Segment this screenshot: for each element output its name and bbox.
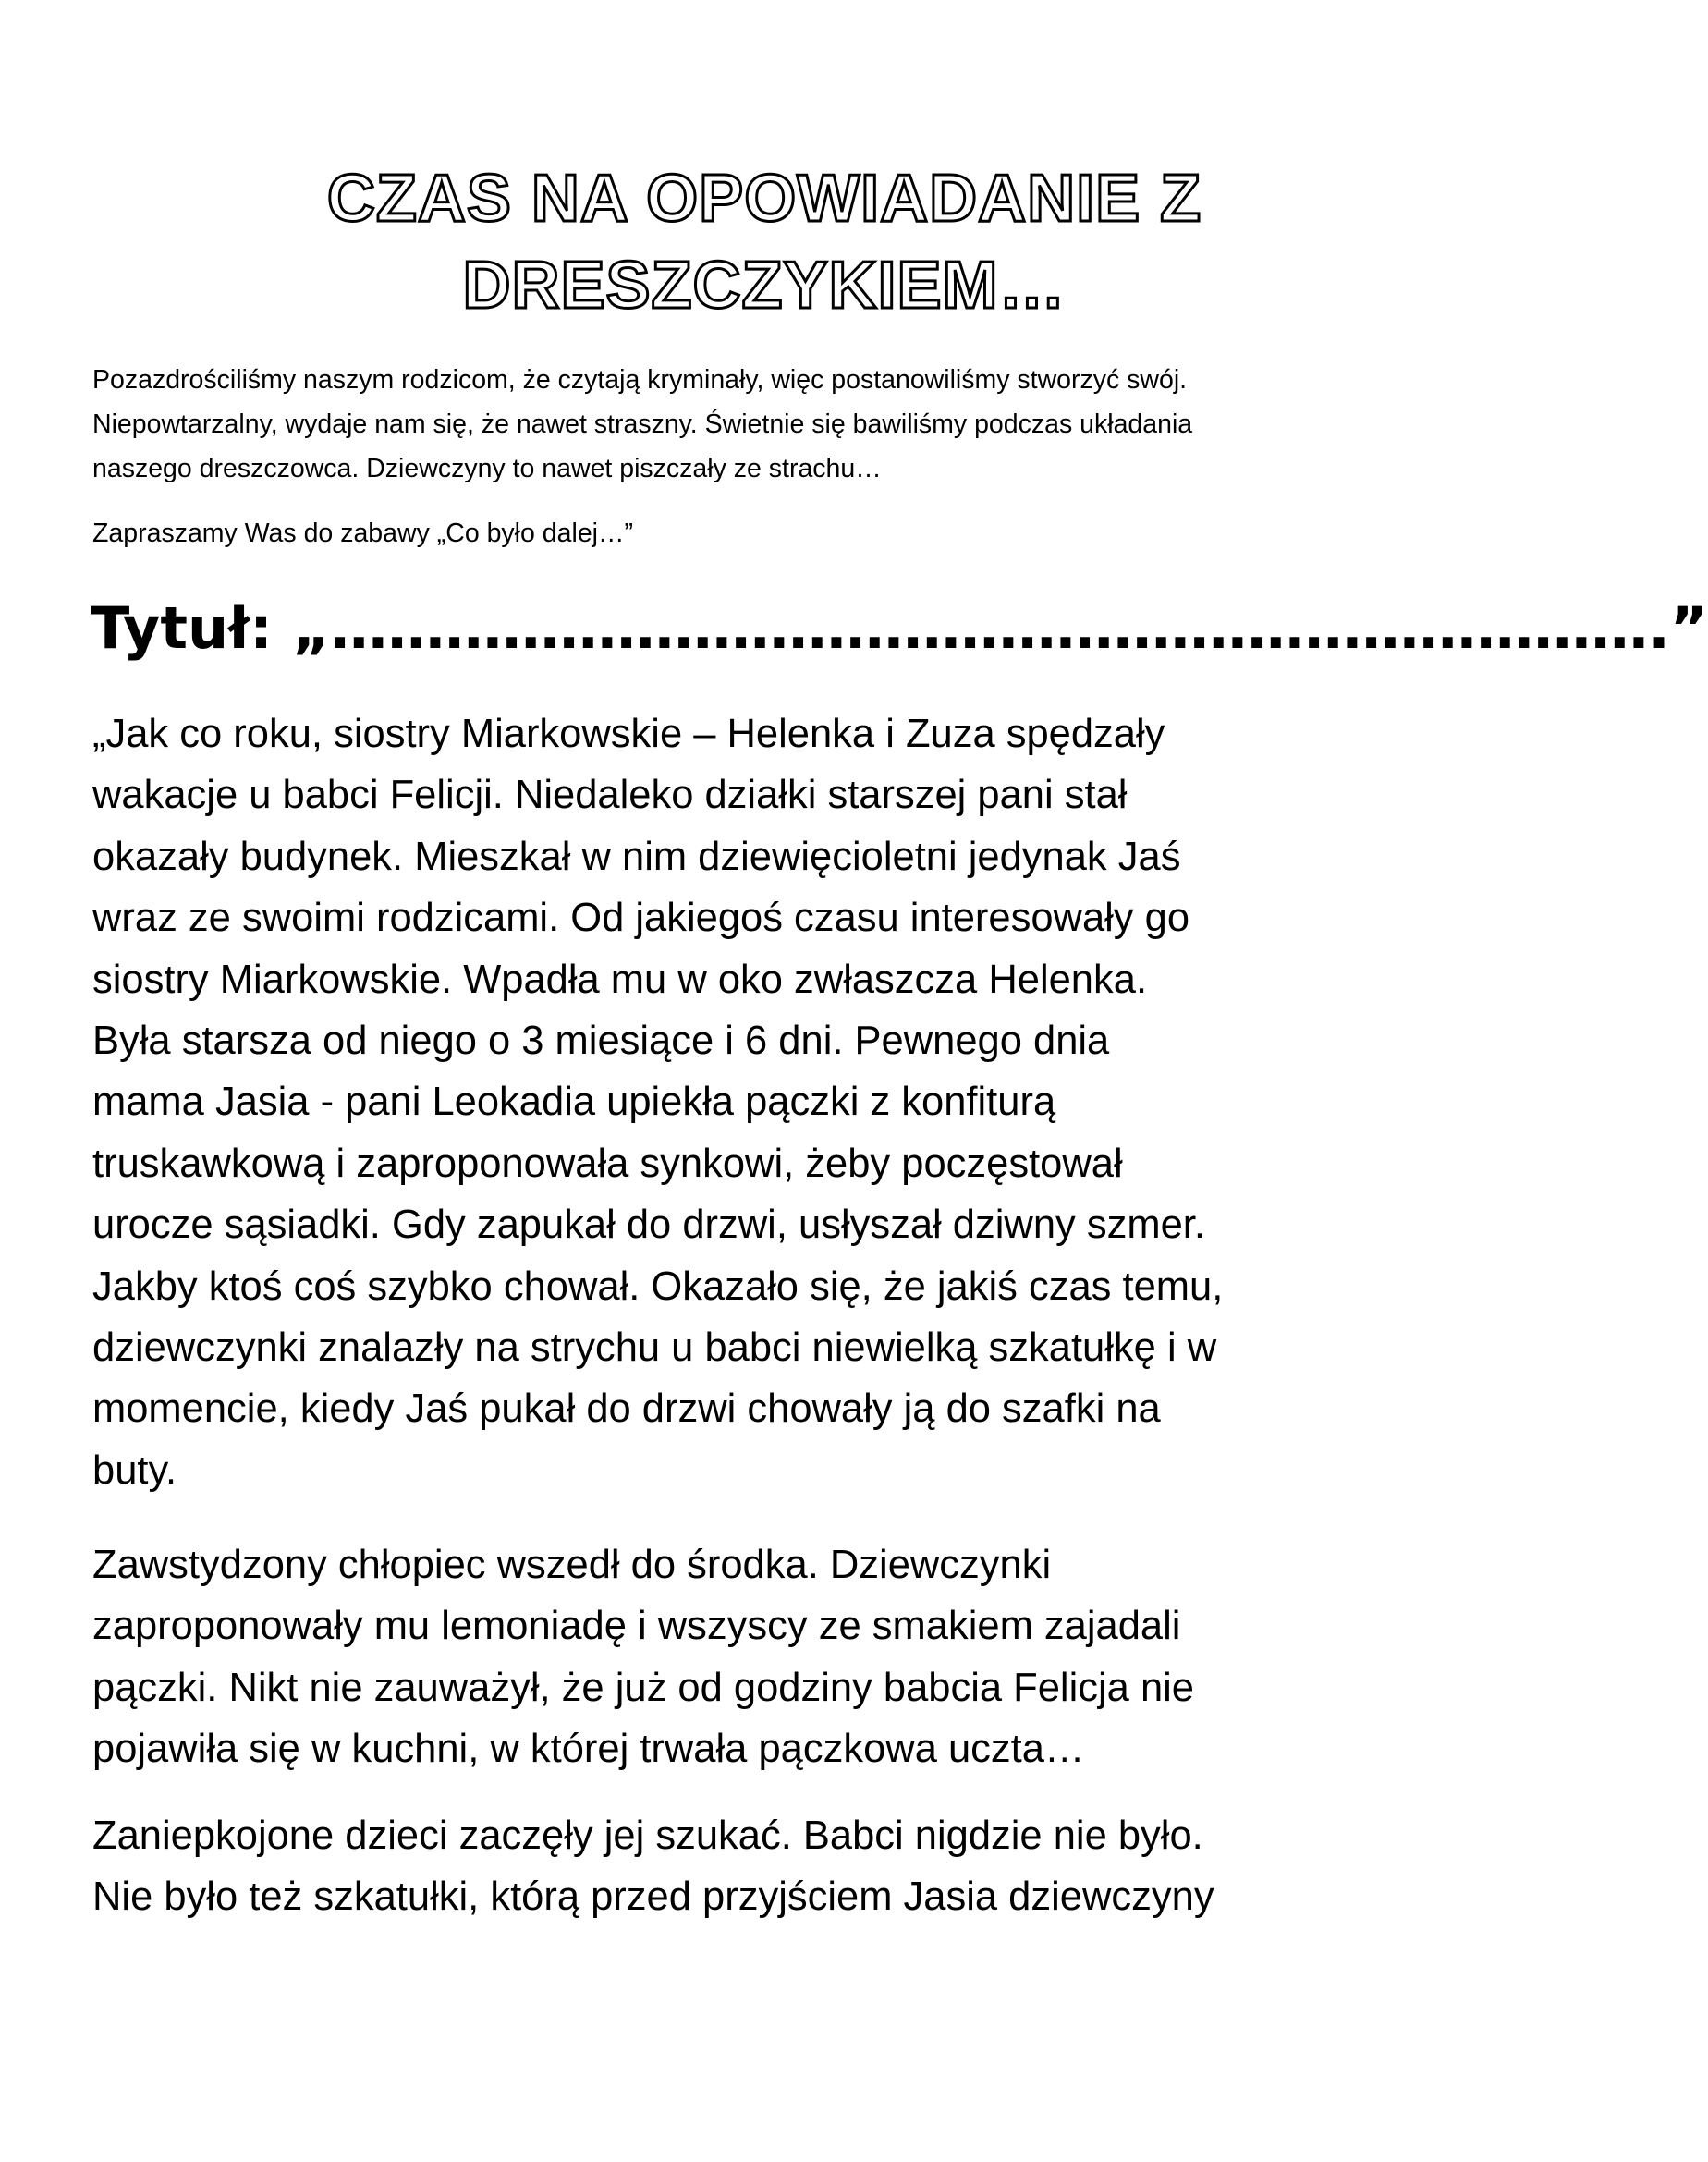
story-line: Jakby ktoś coś szybko chował. Okazało się, że jakiś czas temu, <box>92 1264 1224 1309</box>
story-title: Tytuł: „…………………………………………………………….” <box>91 594 1708 662</box>
page-title-line-2: DRESZCZYKIEM… <box>462 249 1067 323</box>
intro-line: Pozazdrościliśmy naszym rodzicom, że czytają kryminały, więc postanowiliśmy stworzyć swój. <box>92 365 1188 395</box>
story-line: mama Jasia - pani Leokadia upiekła pączki z konfiturą <box>92 1080 1056 1125</box>
intro-line: naszego dreszczowca. Dziewczyny to nawet piszczały ze strachu… <box>92 454 882 483</box>
intro-line: Niepowtarzalny, wydaje nam się, że nawet straszny. Świetnie się bawiliśmy podczas układania <box>92 409 1193 439</box>
intro-paragraph <box>92 358 1442 491</box>
story-paragraph-1 <box>92 703 1451 1501</box>
story-line: pojawiła się w kuchni, w której trwała pączkowa uczta… <box>92 1727 1085 1772</box>
story-line: Nie było też szkatułki, którą przed przyjściem Jasia dziewczyny <box>92 1875 1214 1920</box>
story-line: siostry Miarkowskie. Wpadła mu w oko zwłaszcza Helenka. <box>92 957 1148 1002</box>
story-line: buty. <box>92 1447 177 1493</box>
story-line: truskawkową i zaproponowała synkowi, żeby poczęstował <box>92 1141 1123 1186</box>
story-line: Zaniepkojone dzieci zaczęły jej szukać. Babci nigdzie nie było. <box>92 1814 1203 1858</box>
story-line: Była starsza od niego o 3 miesiące i 6 dni. Pewnego dnia <box>92 1019 1110 1064</box>
story-line: urocze sąsiadki. Gdy zapukał do drzwi, usłyszał dziwny szmer. <box>92 1203 1205 1248</box>
story-line: Zawstydzony chłopiec wszedł do środka. Dziewczynki <box>92 1543 1052 1587</box>
story-line: wakacje u babci Felicji. Niedaleko działki starszej pani stał <box>92 773 1128 818</box>
story-line: „Jak co roku, siostry Miarkowskie – Helenka i Zuza spędzały <box>92 712 1165 756</box>
invitation-text: Zapraszamy Was do zabawy „Co było dalej…” <box>92 519 633 548</box>
story-line: wraz ze swoimi rodzicami. Od jakiegoś czasu interesowały go <box>92 896 1190 941</box>
story-line: okazały budynek. Mieszkał w nim dziewięcioletni jedynak Jaś <box>92 834 1181 879</box>
story-paragraph-3 <box>92 1805 1451 1928</box>
story-line: momencie, kiedy Jaś pukał do drzwi chowały ją do szafki na <box>92 1386 1161 1432</box>
story-line: pączki. Nikt nie zauważył, że już od godziny babcia Felicja nie <box>92 1665 1195 1710</box>
story-paragraph-2 <box>92 1534 1451 1780</box>
story-line: zaproponowały mu lemoniadę i wszyscy ze smakiem zajadali <box>92 1604 1181 1649</box>
page-title-line-1: CZAS NA OPOWIADANIE Z <box>326 162 1202 236</box>
story-line: dziewczynki znalazły na strychu u babci niewielką szkatułkę i w <box>92 1325 1217 1371</box>
